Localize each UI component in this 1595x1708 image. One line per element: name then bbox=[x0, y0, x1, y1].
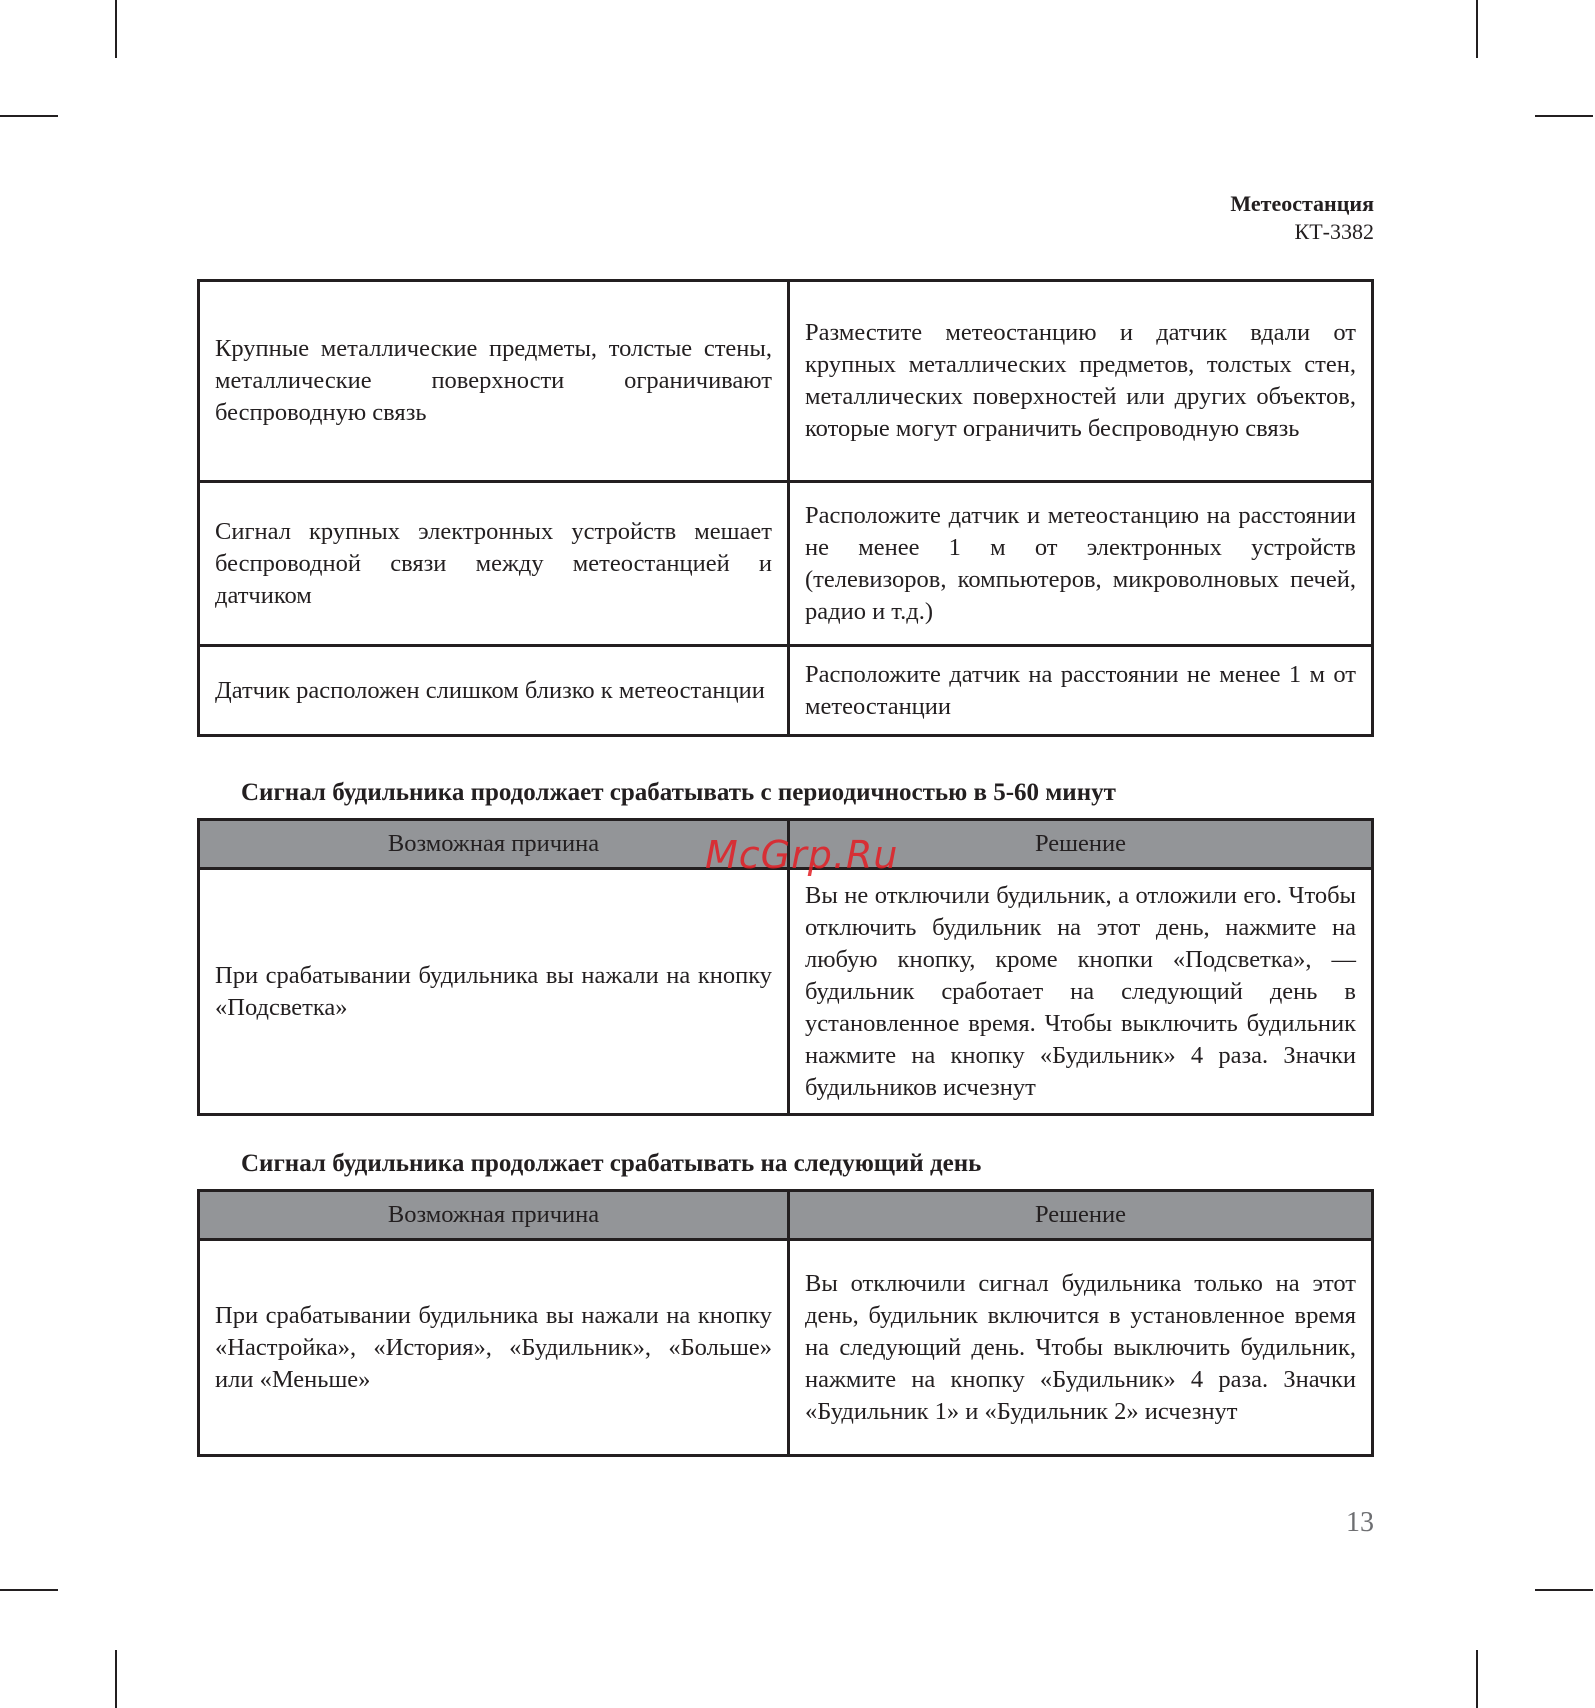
troubleshooting-table-next-day bbox=[197, 1189, 1374, 1457]
model-number: КТ-3382 bbox=[1294, 219, 1374, 244]
table-header-row bbox=[199, 1191, 1373, 1240]
column-header-solution: Решение bbox=[789, 1191, 1373, 1240]
column-header-solution: Решение bbox=[789, 820, 1373, 869]
crop-mark bbox=[1535, 1589, 1593, 1591]
table-row bbox=[199, 646, 1373, 736]
table-row bbox=[199, 869, 1373, 1115]
troubleshooting-table-connection bbox=[197, 279, 1374, 737]
table-row bbox=[199, 281, 1373, 482]
crop-mark bbox=[0, 115, 58, 117]
crop-mark bbox=[1535, 115, 1593, 117]
cause-cell: Сигнал крупных электронных устройств мешает беспроводной связи между метеостанцией и датчиком bbox=[199, 482, 789, 646]
cause-cell: При срабатывании будильника вы нажали на кнопку «Настройка», «История», «Будильник», «Больше» или «Меньше» bbox=[199, 1240, 789, 1456]
product-name: Метеостанция bbox=[1230, 191, 1374, 216]
running-header bbox=[1230, 190, 1374, 246]
crop-mark bbox=[115, 0, 117, 58]
column-header-cause: Возможная причина bbox=[199, 820, 789, 869]
page-number: 13 bbox=[1346, 1507, 1374, 1538]
cause-cell: Датчик расположен слишком близко к метеостанции bbox=[199, 646, 789, 736]
solution-cell: Разместите метеостанцию и датчик вдали от крупных металлических предметов, толстых стен, металлических поверхностей или других объектов, которые могут ограничить беспроводную связь bbox=[789, 281, 1373, 482]
column-header-cause: Возможная причина bbox=[199, 1191, 789, 1240]
section-heading: Сигнал будильника продолжает срабатывать с периодичностью в 5-60 минут bbox=[241, 779, 1116, 806]
crop-mark bbox=[115, 1650, 117, 1708]
crop-mark bbox=[1476, 1650, 1478, 1708]
solution-cell: Вы не отключили будильник, а отложили его. Чтобы отключить будильник на этот день, нажмите на любую кнопку, кроме кнопки «Подсветка», — будильник сработает на следующий день в установленное время. Чтобы выключить будильник нажмите на кнопку «Будильник» 4 раза. Значки будильников исчезнут bbox=[789, 869, 1373, 1115]
cause-cell: Крупные металлические предметы, толстые стены, металлические поверхности ограничивают беспроводную связь bbox=[199, 281, 789, 482]
table-row bbox=[199, 1240, 1373, 1456]
section-heading: Сигнал будильника продолжает срабатывать на следующий день bbox=[241, 1150, 982, 1177]
cause-cell: При срабатывании будильника вы нажали на кнопку «Подсветка» bbox=[199, 869, 789, 1115]
solution-cell: Вы отключили сигнал будильника только на этот день, будильник включится в установленное время на следующий день. Чтобы выключить будильник, нажмите на кнопку «Будильник» 4 раза. Значки «Будильник 1» и «Будильник 2» исчезнут bbox=[789, 1240, 1373, 1456]
solution-cell: Расположите датчик на расстоянии не менее 1 м от метеостанции bbox=[789, 646, 1373, 736]
watermark: McGrp.Ru bbox=[705, 833, 899, 877]
table-row bbox=[199, 482, 1373, 646]
solution-cell: Расположите датчик и метеостанцию на расстоянии не менее 1 м от электронных устройств (телевизоров, компьютеров, микроволновых печей, радио и т.д.) bbox=[789, 482, 1373, 646]
crop-mark bbox=[0, 1589, 58, 1591]
crop-mark bbox=[1476, 0, 1478, 58]
